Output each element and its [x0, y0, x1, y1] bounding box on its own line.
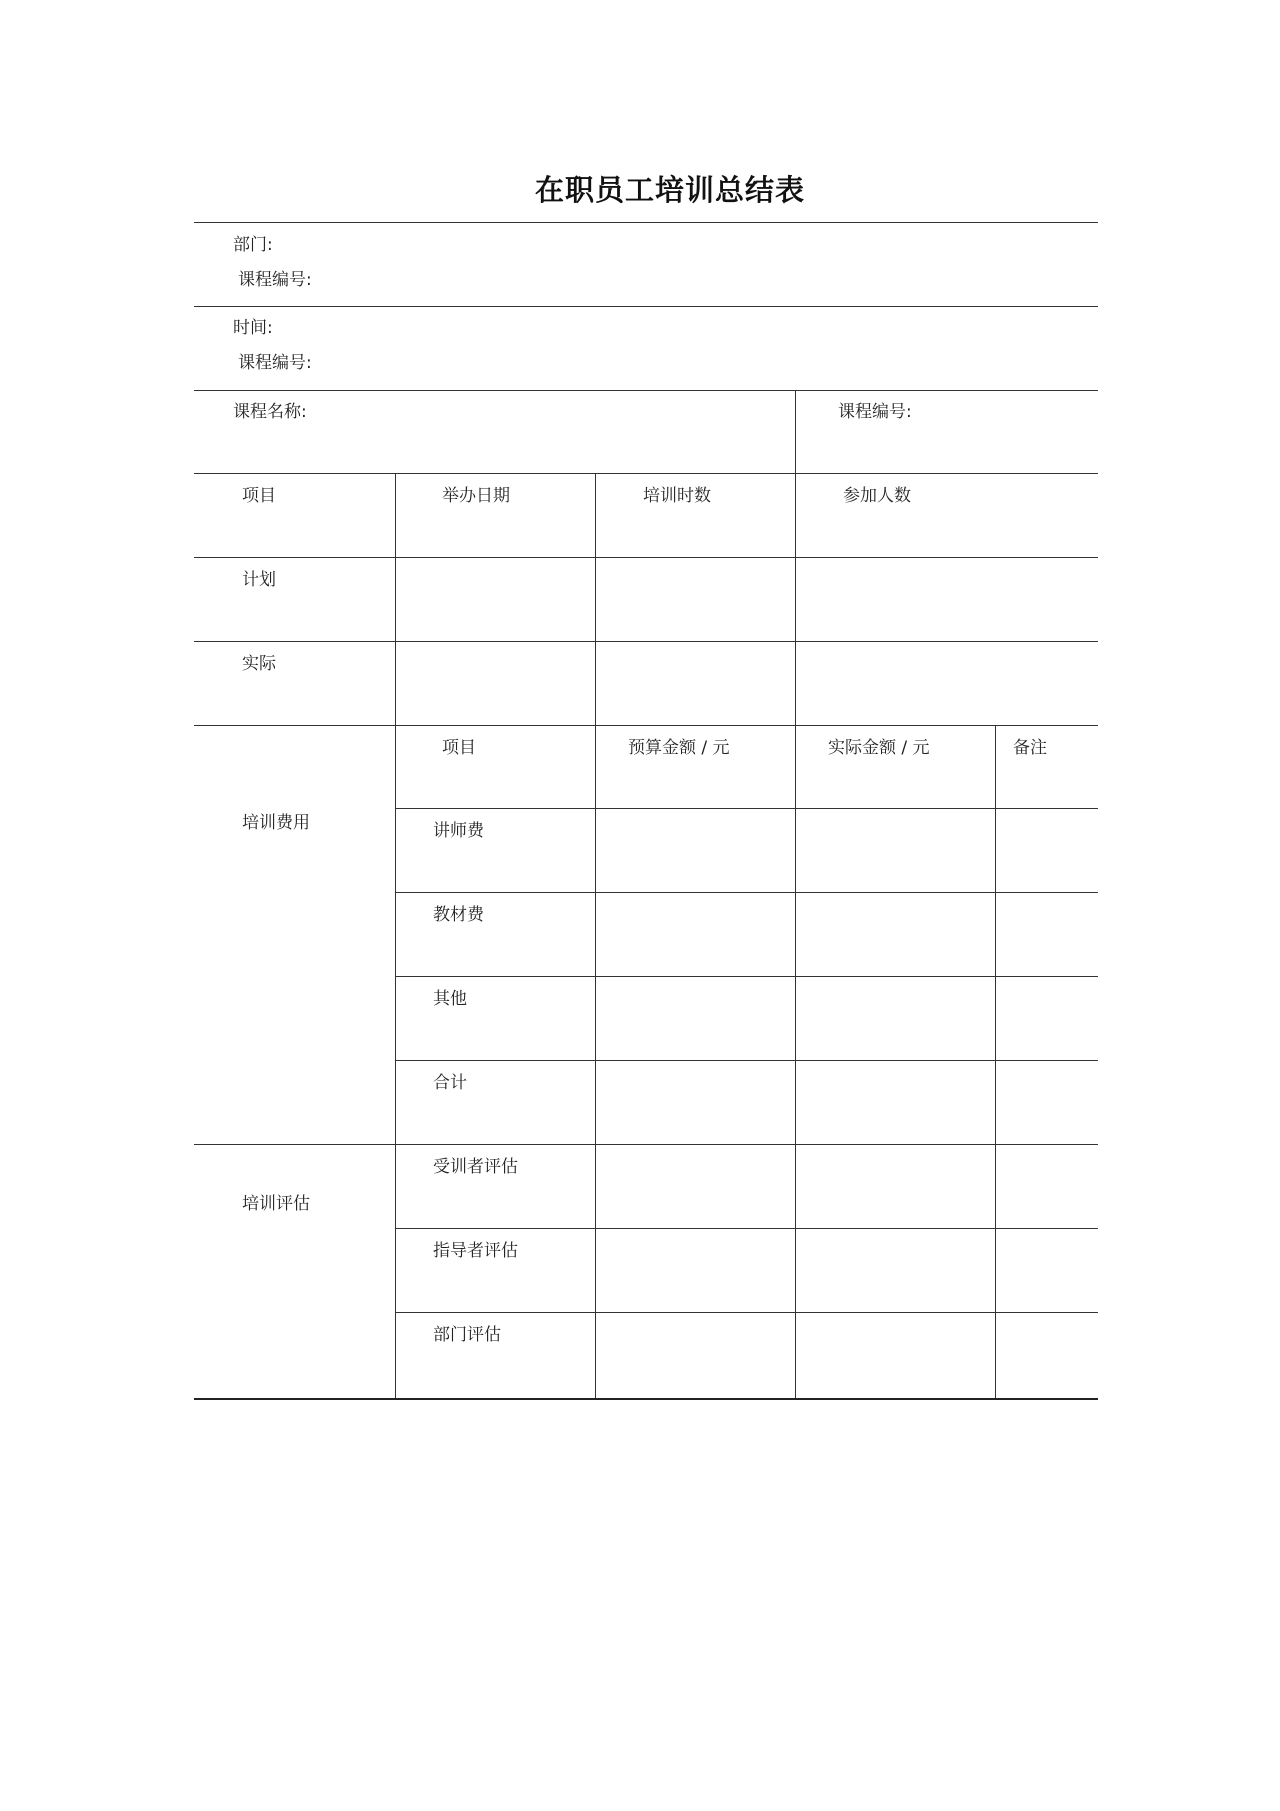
course-number-label: 课程编号: [238, 353, 312, 373]
row-label-plan: 计划 [242, 570, 276, 590]
column-header-item: 项目 [442, 738, 476, 758]
column-header-remarks: 备注 [1013, 738, 1047, 758]
column-header-actual-amount: 实际金额 / 元 [828, 738, 930, 758]
column-header-item: 项目 [242, 486, 276, 506]
cost-item-materials: 教材费 [433, 905, 484, 925]
time-label: 时间: [233, 318, 273, 338]
rule [194, 473, 1098, 474]
cost-item-other: 其他 [433, 989, 467, 1009]
rule [194, 1144, 1098, 1145]
column-header-attendees: 参加人数 [843, 486, 911, 506]
rule [194, 306, 1098, 307]
evaluation-item-instructor: 指导者评估 [433, 1241, 518, 1261]
column-divider [995, 725, 996, 1398]
cost-item-total: 合计 [433, 1073, 467, 1093]
column-header-budget: 预算金额 / 元 [628, 738, 730, 758]
column-divider [595, 473, 596, 1398]
rule-top [194, 222, 1098, 223]
column-divider [795, 390, 796, 725]
cost-item-lecturer: 讲师费 [433, 821, 484, 841]
rule [395, 1060, 1098, 1061]
section-label-training-evaluation: 培训评估 [242, 1194, 310, 1214]
row-label-actual: 实际 [242, 654, 276, 674]
rule [194, 390, 1098, 391]
rule [395, 1312, 1098, 1313]
column-header-date: 举办日期 [442, 486, 510, 506]
column-header-hours: 培训时数 [643, 486, 711, 506]
rule [194, 725, 1098, 726]
rule [395, 976, 1098, 977]
rule-bottom [194, 1398, 1098, 1400]
column-divider [395, 473, 396, 1398]
rule [395, 808, 1098, 809]
rule [395, 1228, 1098, 1229]
section-label-training-cost: 培训费用 [242, 813, 310, 833]
department-label: 部门: [233, 235, 273, 255]
rule [194, 557, 1098, 558]
course-number-label: 课程编号: [238, 270, 312, 290]
course-number-label: 课程编号: [838, 402, 912, 422]
column-divider [795, 725, 796, 1398]
evaluation-item-trainee: 受训者评估 [433, 1157, 518, 1177]
page-title: 在职员工培训总结表 [534, 173, 805, 207]
rule [395, 892, 1098, 893]
rule [194, 641, 1098, 642]
course-name-label: 课程名称: [233, 402, 307, 422]
evaluation-item-department: 部门评估 [433, 1325, 501, 1345]
